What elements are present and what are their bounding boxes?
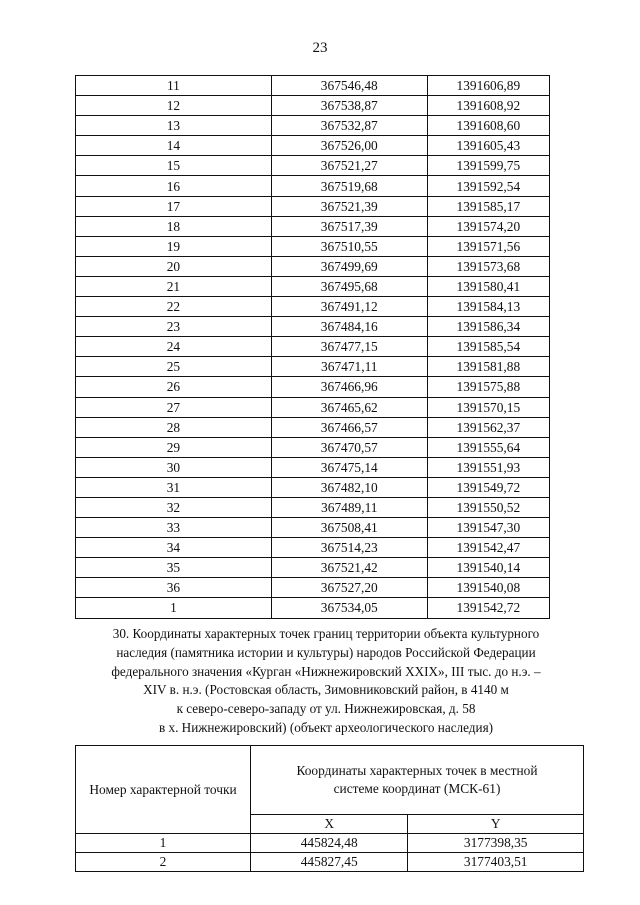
table-row [76,518,550,538]
y-coordinate-cell: 1391605,43 [427,136,549,156]
heading-line: наследия (памятника истории и культуры) народов Российской Федерации [116,644,536,660]
x-coordinate-cell: 367521,39 [271,196,427,216]
x-coordinate-cell: 367519,68 [271,176,427,196]
point-number-cell: 29 [76,437,272,457]
header-point-number: Номер характерной точки [76,746,251,834]
table-row [76,437,550,457]
table-row [76,477,550,497]
table-row [76,357,550,377]
heading-line: XIV в. н.э. (Ростовская область, Зимовниковский район, в 4140 м [143,682,509,698]
x-coordinate-cell: 367521,42 [271,558,427,578]
y-coordinate-cell: 1391540,14 [427,558,549,578]
point-number-cell: 16 [76,176,272,196]
x-coordinate-cell: 367514,23 [271,538,427,558]
table-row [76,96,550,116]
table-row [76,538,550,558]
x-coordinate-cell: 367510,55 [271,236,427,256]
point-number-cell: 27 [76,397,272,417]
coordinates-table-continued [75,75,550,619]
point-number-cell: 35 [76,558,272,578]
table-row [76,136,550,156]
header-coordinates: Координаты характерных точек в местной системе координат (МСК-61) [251,746,584,815]
x-coordinate-cell: 367499,69 [271,256,427,276]
header-y: Y [408,815,584,834]
table-row [76,417,550,437]
x-coordinate-cell: 367527,20 [271,578,427,598]
y-coordinate-cell: 1391547,30 [427,518,549,538]
table-row [76,598,550,618]
table-row [76,196,550,216]
table-row [76,317,550,337]
point-number-cell: 13 [76,116,272,136]
point-number-cell: 1 [76,834,251,853]
table-row [76,497,550,517]
point-number-cell: 11 [76,76,272,96]
x-coordinate-cell: 367521,27 [271,156,427,176]
y-coordinate-cell: 1391571,56 [427,236,549,256]
table-row [76,377,550,397]
y-coordinate-cell: 1391585,54 [427,337,549,357]
point-number-cell: 19 [76,236,272,256]
x-coordinate-cell: 367517,39 [271,216,427,236]
x-coordinate-cell: 367482,10 [271,477,427,497]
table-row [76,834,584,853]
x-coordinate-cell: 367466,57 [271,417,427,437]
heading-line: 30. Координаты характерных точек границ территории объекта культурного [112,626,540,641]
point-number-cell: 22 [76,297,272,317]
table-row [76,256,550,276]
y-coordinate-cell: 1391555,64 [427,437,549,457]
y-coordinate-cell: 1391585,17 [427,196,549,216]
point-number-cell: 30 [76,457,272,477]
table-row [76,156,550,176]
y-coordinate-cell: 1391580,41 [427,276,549,296]
point-number-cell: 14 [76,136,272,156]
x-coordinate-cell: 445824,48 [251,834,408,853]
y-coordinate-cell: 1391542,72 [427,598,549,618]
point-number-cell: 28 [76,417,272,437]
y-coordinate-cell: 1391540,08 [427,578,549,598]
x-coordinate-cell: 367489,11 [271,497,427,517]
heading-line: к северо-северо-западу от ул. Нижнежировская, д. 58 [176,701,476,717]
point-number-cell: 12 [76,96,272,116]
table-row [76,76,550,96]
section-30-heading [76,625,576,738]
x-coordinate-cell: 367526,00 [271,136,427,156]
table-row [76,337,550,357]
point-number-cell: 34 [76,538,272,558]
point-number-cell: 24 [76,337,272,357]
y-coordinate-cell: 1391562,37 [427,417,549,437]
x-coordinate-cell: 367465,62 [271,397,427,417]
y-coordinate-cell: 1391574,20 [427,216,549,236]
point-number-cell: 32 [76,497,272,517]
point-number-cell: 36 [76,578,272,598]
coordinates-table-section-30 [75,745,584,872]
x-coordinate-cell: 367534,05 [271,598,427,618]
table-row [76,297,550,317]
y-coordinate-cell: 1391608,60 [427,116,549,136]
table-row [76,216,550,236]
y-coordinate-cell: 1391584,13 [427,297,549,317]
x-coordinate-cell: 367470,57 [271,437,427,457]
point-number-cell: 26 [76,377,272,397]
point-number-cell: 17 [76,196,272,216]
y-coordinate-cell: 1391581,88 [427,357,549,377]
y-coordinate-cell: 1391550,52 [427,497,549,517]
table-row [76,853,584,872]
table-row [76,457,550,477]
y-coordinate-cell: 1391575,88 [427,377,549,397]
table-row [76,276,550,296]
table-row [76,116,550,136]
x-coordinate-cell: 367495,68 [271,276,427,296]
y-coordinate-cell: 1391551,93 [427,457,549,477]
table-row [76,236,550,256]
x-coordinate-cell: 367491,12 [271,297,427,317]
x-coordinate-cell: 445827,45 [251,853,408,872]
y-coordinate-cell: 1391606,89 [427,76,549,96]
header-x: X [251,815,408,834]
x-coordinate-cell: 367532,87 [271,116,427,136]
heading-line: в х. Нижнежировский) (объект археологического наследия) [158,719,494,735]
table-row [76,558,550,578]
point-number-cell: 2 [76,853,251,872]
point-number-cell: 23 [76,317,272,337]
y-coordinate-cell: 1391570,15 [427,397,549,417]
x-coordinate-cell: 367484,16 [271,317,427,337]
point-number-cell: 18 [76,216,272,236]
y-coordinate-cell: 1391608,92 [427,96,549,116]
point-number-cell: 25 [76,357,272,377]
y-coordinate-cell: 1391586,34 [427,317,549,337]
x-coordinate-cell: 367508,41 [271,518,427,538]
table-row [76,578,550,598]
x-coordinate-cell: 367466,96 [271,377,427,397]
y-coordinate-cell: 3177398,35 [408,834,584,853]
point-number-cell: 33 [76,518,272,538]
x-coordinate-cell: 367477,15 [271,337,427,357]
y-coordinate-cell: 1391542,47 [427,538,549,558]
point-number-cell: 20 [76,256,272,276]
point-number-cell: 21 [76,276,272,296]
point-number-cell: 31 [76,477,272,497]
y-coordinate-cell: 1391549,72 [427,477,549,497]
x-coordinate-cell: 367538,87 [271,96,427,116]
x-coordinate-cell: 367471,11 [271,357,427,377]
y-coordinate-cell: 1391573,68 [427,256,549,276]
y-coordinate-cell: 1391599,75 [427,156,549,176]
y-coordinate-cell: 1391592,54 [427,176,549,196]
table-row [76,397,550,417]
heading-line: федерального значения «Курган «Нижнежировский XXIX», III тыс. до н.э. – [111,663,541,679]
point-number-cell: 1 [76,598,272,618]
point-number-cell: 15 [76,156,272,176]
y-coordinate-cell: 3177403,51 [408,853,584,872]
x-coordinate-cell: 367475,14 [271,457,427,477]
x-coordinate-cell: 367546,48 [271,76,427,96]
page-number: 23 [312,40,328,56]
table-row [76,176,550,196]
